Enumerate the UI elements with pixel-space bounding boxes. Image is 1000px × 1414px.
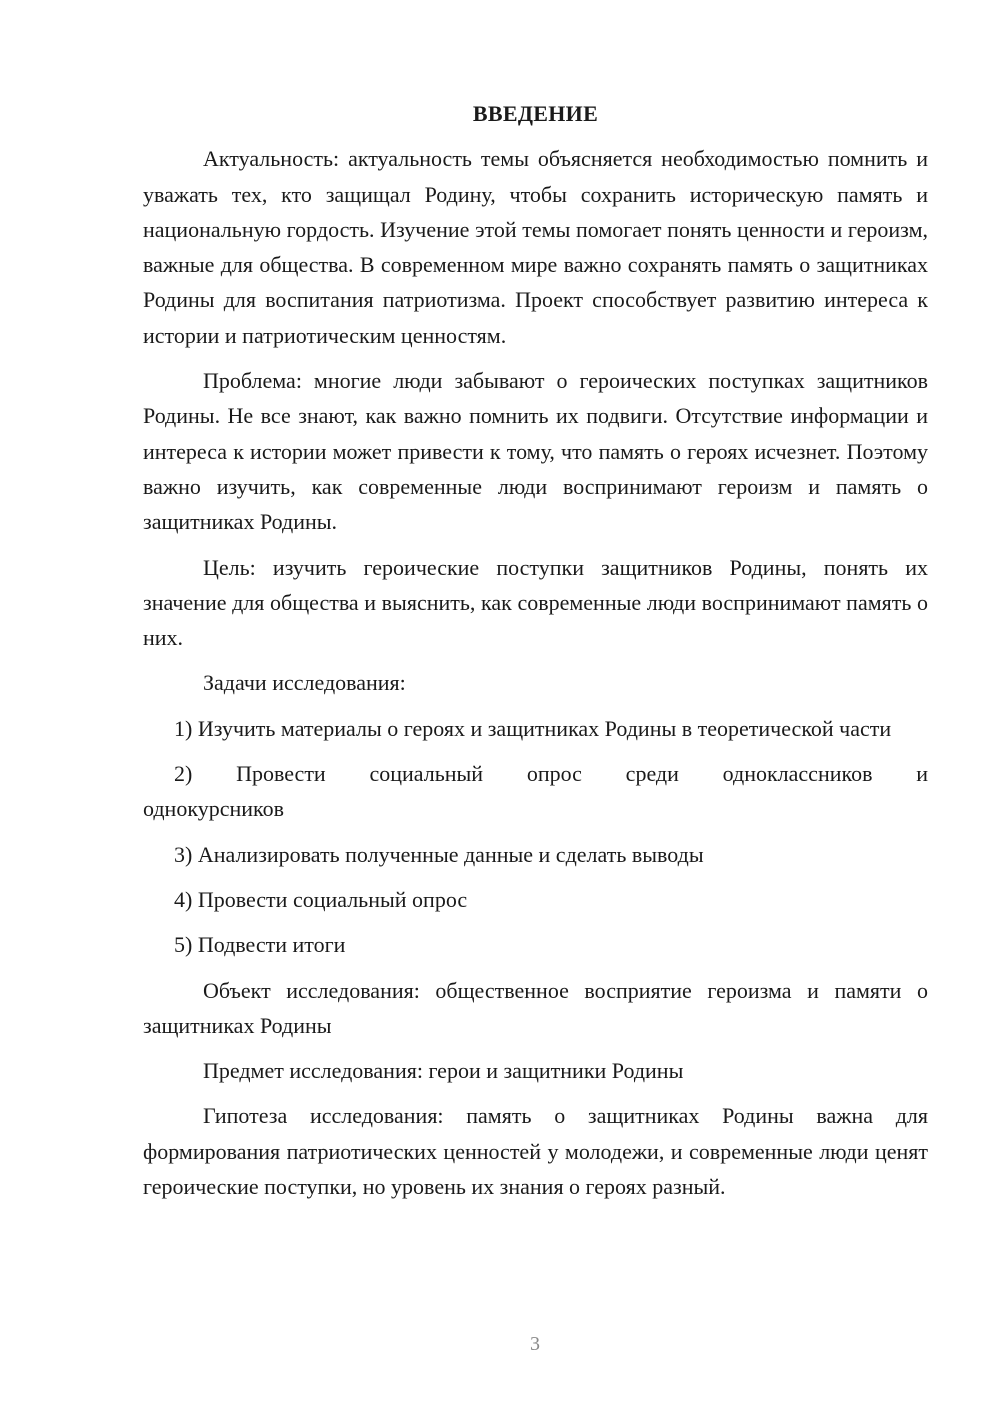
page-number: 3 xyxy=(530,1333,540,1355)
subject-paragraph: Предмет исследования: герои и защитники Родины xyxy=(203,1058,684,1084)
document-page xyxy=(143,96,928,1214)
task-item-2-line-1: 2) Провести социальный опрос среди одноклассников и xyxy=(174,761,928,787)
relevance-paragraph: Актуальность: актуальность темы объясняется необходимостью помнить и уважать тех, кто защищал Родину, чтобы сохранить историческую память и национальную гордость. Изучение этой темы помогает понять ценности и героизм, важные для общества. В современном мире важно сохранять память о защитниках Родины для воспитания патриотизма. Проект способствует развитию интереса к истории и патриотическим ценностям. xyxy=(143,146,928,348)
tasks-heading: Задачи исследования: xyxy=(203,670,406,696)
task-item-3: 3) Анализировать полученные данные и сделать выводы xyxy=(174,841,704,867)
task-item-1: 1) Изучить материалы о героях и защитниках Родины в теоретической части xyxy=(174,715,892,741)
problem-paragraph: Проблема: многие люди забывают о героических поступках защитников Родины. Не все знают, как важно помнить их подвиги. Отсутствие информации и интереса к истории может привести к тому, что память о героях исчезнет. Поэтому важно изучить, как современные люди воспринимают героизм и память о защитниках Родины. xyxy=(143,368,928,535)
task-item-2 xyxy=(143,756,928,827)
goal-paragraph: Цель: изучить героические поступки защитников Родины, понять их значение для общества и выяснить, как современные люди воспринимают память о них. xyxy=(143,554,928,651)
task-item-2-line-2: однокурсников xyxy=(143,796,284,822)
task-item-5: 5) Подвести итоги xyxy=(174,932,346,958)
section-title: ВВЕДЕНИЕ xyxy=(472,101,599,126)
hypothesis-paragraph: Гипотеза исследования: память о защитниках Родины важна для формирования патриотических ценностей у молодежи, и современные люди ценят героические поступки, но уровень их знания о героях разный. xyxy=(143,1103,928,1200)
task-item-4: 4) Провести социальный опрос xyxy=(174,886,468,912)
object-paragraph: Объект исследования: общественное восприятие героизма и памяти о защитниках Родины xyxy=(143,977,928,1038)
